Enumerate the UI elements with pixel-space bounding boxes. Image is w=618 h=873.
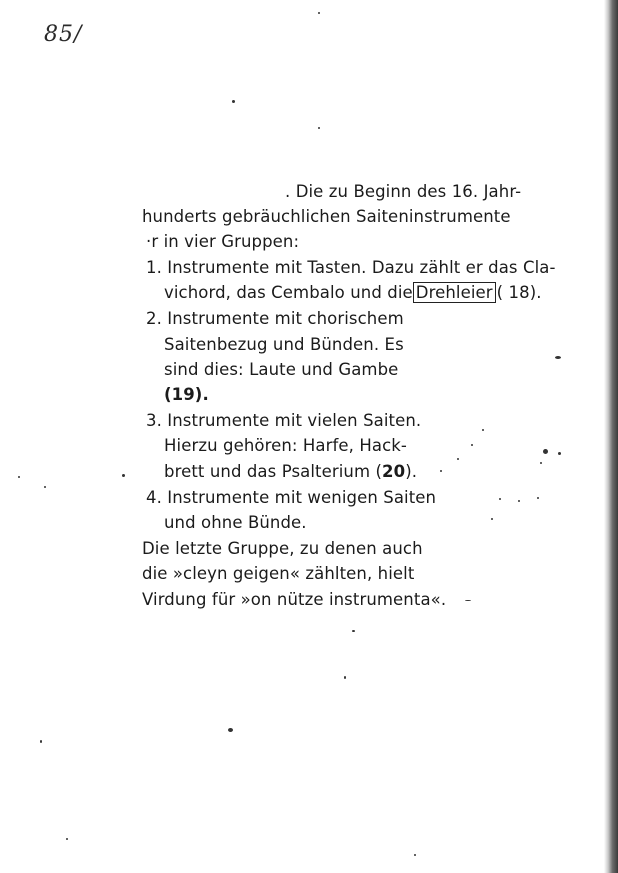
reference-18: ( 18). [496, 283, 542, 302]
speck [318, 127, 320, 129]
speck [537, 497, 539, 499]
list-item-2-line-2: Saitenbezug und Bünden. Es [164, 335, 404, 354]
speck [352, 630, 355, 632]
text-line-final-3: Virdung für »on nütze instrumenta«. [142, 590, 447, 609]
text-line-2: hunderts gebräuchlichen Saiteninstrumente [142, 207, 511, 226]
list-item-1-line-2 [164, 281, 542, 305]
list-item-4-line-2: und ohne Bünde. [164, 513, 307, 532]
speck [491, 518, 493, 520]
text-line-1: . Die zu Beginn des 16. Jahr- [285, 182, 522, 201]
speck [228, 728, 233, 732]
boxed-word-drehleier: Drehleier [413, 282, 496, 303]
speck [499, 498, 501, 500]
speck [414, 854, 416, 856]
text-line-final-2: die »cleyn geigen« zählten, hielt [142, 564, 415, 583]
speck [40, 740, 42, 743]
speck [318, 12, 320, 14]
speck [518, 500, 520, 502]
speck [66, 838, 68, 840]
list-item-2-line-3: sind dies: Laute und Gambe [164, 360, 399, 379]
list-item-1-text: vichord, das Cembalo und die [164, 283, 413, 302]
text-line-final-1: Die letzte Gruppe, zu denen auch [142, 539, 423, 558]
speck [558, 452, 561, 455]
speck [471, 444, 473, 446]
speck [543, 449, 548, 454]
speck [540, 462, 542, 464]
reference-20: 20 [382, 462, 406, 481]
speck [44, 486, 46, 488]
list-item-1-line-1: 1. Instrumente mit Tasten. Dazu zählt er das Cla- [146, 258, 556, 277]
handwritten-page-number: 85/ [44, 22, 83, 47]
speck [482, 429, 484, 431]
reference-19: (19). [164, 385, 209, 404]
list-item-2-line-1: 2. Instrumente mit chorischem [146, 309, 404, 328]
speck [555, 356, 561, 359]
scan-edge-shadow [604, 0, 618, 873]
list-item-3-line-1: 3. Instrumente mit vielen Saiten. [146, 411, 422, 430]
speck [18, 476, 20, 478]
speck [232, 100, 235, 103]
text-line-3: ·r in vier Gruppen: [146, 232, 300, 251]
speck [122, 474, 125, 477]
speck [465, 600, 471, 601]
list-item-3-line-2: Hierzu gehören: Harfe, Hack- [164, 436, 407, 455]
speck [440, 470, 442, 472]
list-item-3-line-3: brett und das Psalterium (20). [164, 462, 418, 481]
speck [457, 458, 459, 460]
list-item-4-line-1: 4. Instrumente mit wenigen Saiten [146, 488, 437, 507]
speck [344, 676, 346, 679]
